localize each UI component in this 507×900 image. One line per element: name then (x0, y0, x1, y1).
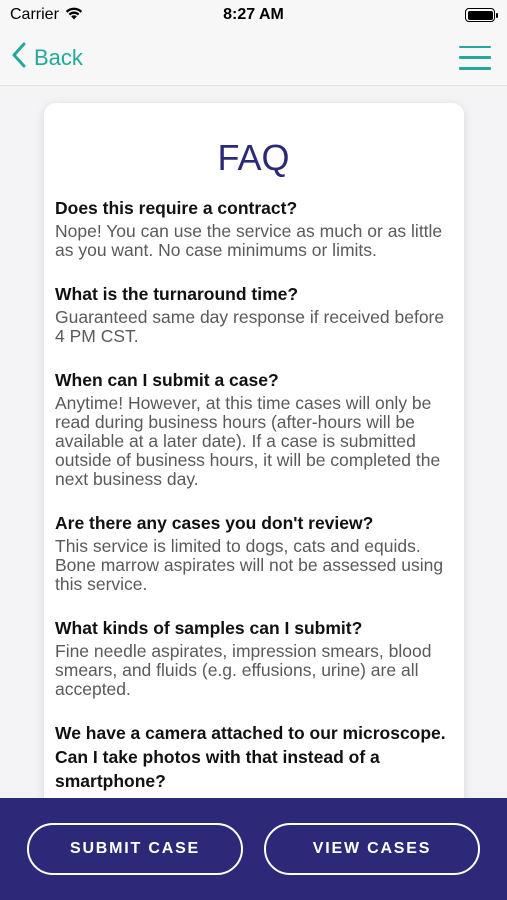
faq-question: What is the turnaround time? (55, 284, 299, 304)
faq-answer: Nope! You can use the service as much or as little as you want. No case minimums or limits. (55, 221, 443, 260)
faq-card (44, 103, 464, 823)
faq-item (55, 721, 452, 793)
nav-bar (0, 30, 507, 86)
carrier-label: Carrier (10, 6, 59, 23)
faq-answer: Fine needle aspirates, impression smears, blood smears, and fluids (e.g. effusions, urine) are all accepted. (55, 641, 432, 699)
faq-item (55, 282, 452, 346)
back-button[interactable] (12, 42, 83, 74)
faq-question: We have a camera attached to our microscope. Can I take photos with that instead of a smartphone? (55, 723, 446, 791)
hamburger-menu-icon[interactable] (459, 46, 491, 70)
wifi-icon (65, 6, 83, 25)
submit-case-button[interactable]: SUBMIT CASE (27, 823, 243, 875)
status-left (10, 6, 83, 25)
faq-item (55, 368, 452, 489)
back-label: Back (34, 44, 83, 70)
battery-icon (465, 8, 495, 22)
faq-question: Does this require a contract? (55, 198, 298, 218)
view-cases-button[interactable]: VIEW CASES (264, 823, 480, 875)
faq-question: Are there any cases you don't review? (55, 513, 374, 533)
bottom-action-bar (0, 798, 507, 900)
faq-answer: This service is limited to dogs, cats and equids. Bone marrow aspirates will not be assessed using this service. (55, 536, 444, 594)
status-time: 8:27 AM (223, 6, 284, 23)
faq-item (55, 511, 452, 594)
chevron-left-icon (12, 42, 26, 74)
faq-item (55, 616, 452, 699)
faq-item (55, 196, 452, 260)
faq-question: What kinds of samples can I submit? (55, 618, 363, 638)
faq-answer: Guaranteed same day response if received before 4 PM CST. (55, 307, 445, 346)
faq-question: When can I submit a case? (55, 370, 279, 390)
page-title: FAQ (217, 137, 290, 178)
faq-answer: Anytime! However, at this time cases will only be read during business hours (after-hours will be available at a later date). If a case is submitted outside of business hours, it will be completed the next business day. (55, 393, 441, 489)
status-bar (0, 0, 507, 30)
